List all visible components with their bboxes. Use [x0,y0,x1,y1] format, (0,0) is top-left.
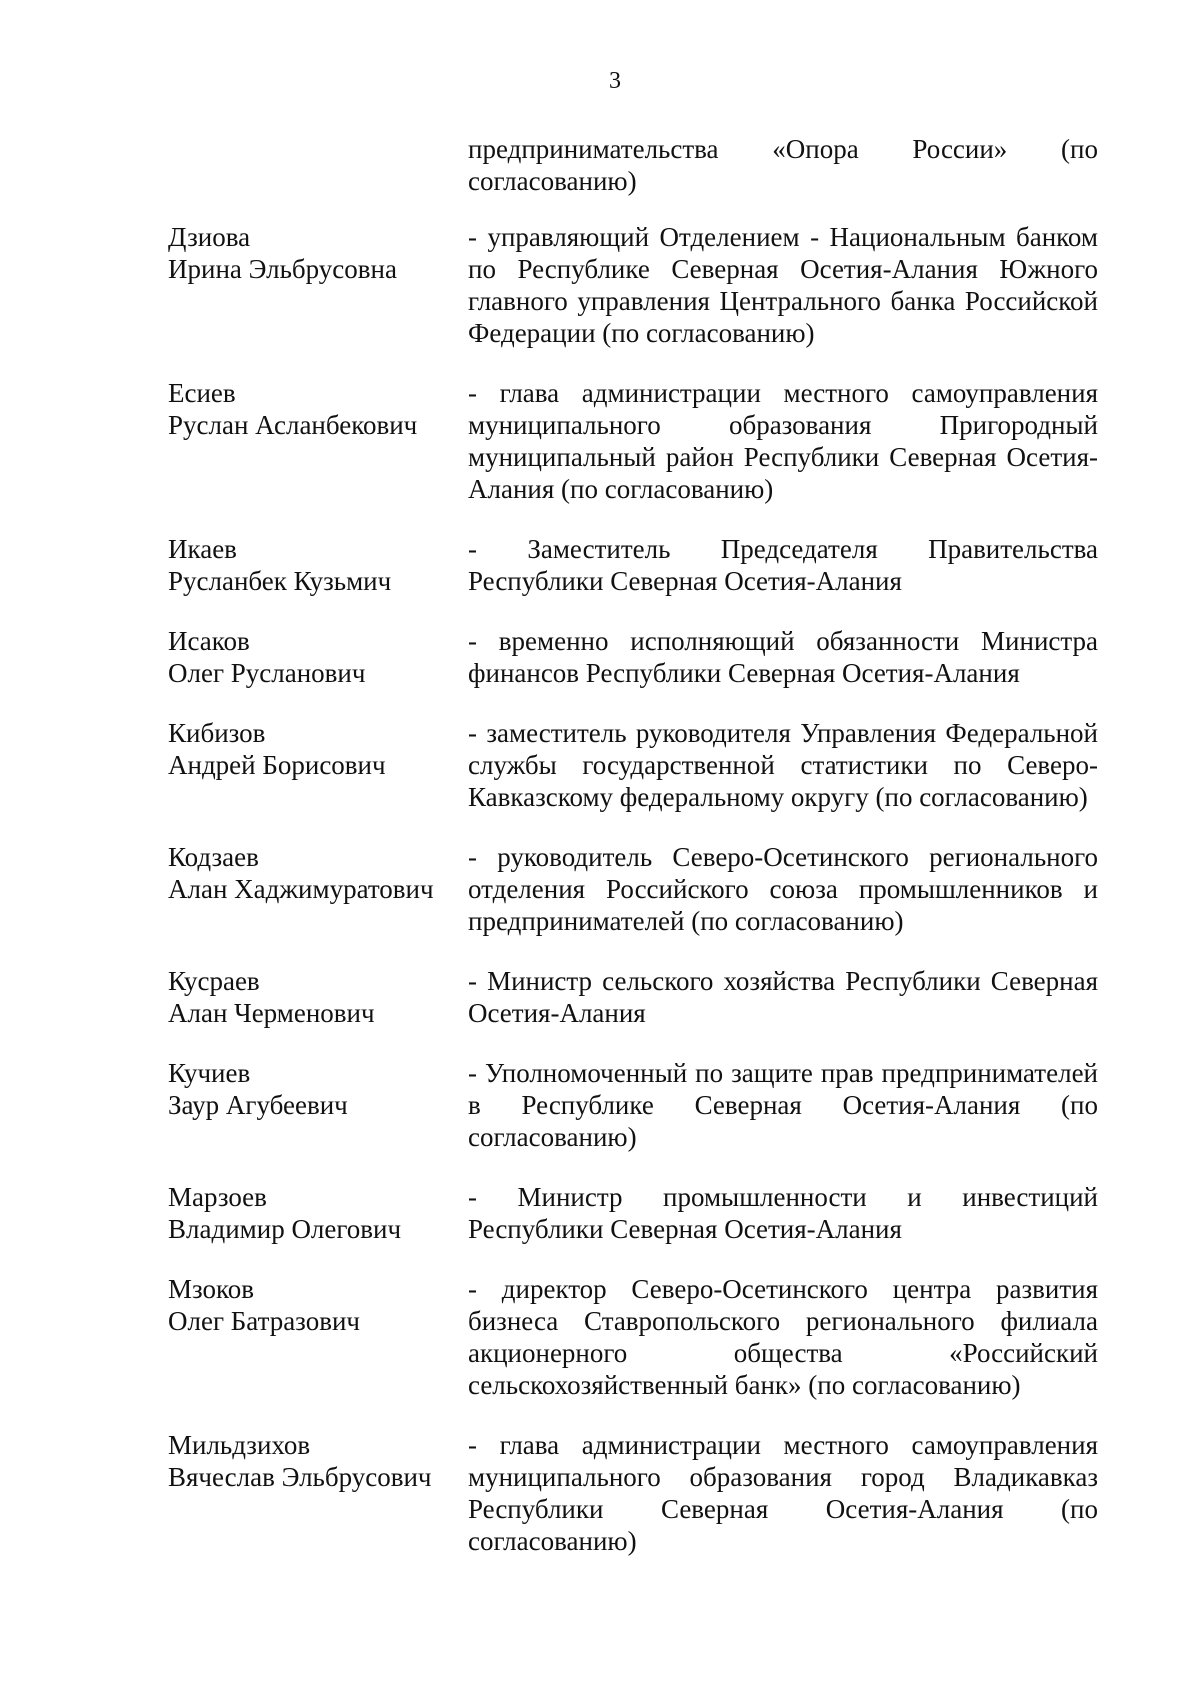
member-surname: Есиев [168,378,236,408]
member-role: - заместитель руководителя Управления Федеральной службы государственной статистики по Северо-Кавказскому федеральному округу (по согласованию) [468,718,1098,812]
member-surname: Мзоков [168,1274,255,1304]
member-given-name: Олег Русланович [168,658,366,688]
member-role: - Министр промышленности и инвестиций Республики Северная Осетия-Алания [468,1182,1098,1244]
list-item [168,625,1100,689]
member-name [168,1273,468,1401]
member-role: - Заместитель Председателя Правительства Республики Северная Осетия-Алания [468,534,1098,596]
member-surname: Кусраев [168,966,260,996]
member-role: - глава администрации местного самоуправления муниципального образования город Владикавказ Республики Северная Осетия-Алания (по согласованию) [468,1430,1098,1556]
member-surname: Кодзаев [168,842,259,872]
member-given-name: Андрей Борисович [168,750,386,780]
list-item [168,965,1100,1029]
member-role: - глава администрации местного самоуправления муниципального образования Пригородный муниципальный район Республики Северная Осетия-Алания (по согласованию) [468,378,1098,504]
list-item [168,1181,1100,1245]
member-given-name: Русланбек Кузьмич [168,566,392,596]
member-given-name: Заур Агубеевич [168,1090,348,1120]
member-given-name: Олег Батразович [168,1306,360,1336]
list-item [168,377,1100,505]
member-surname: Мильдзихов [168,1430,311,1460]
member-role: - управляющий Отделением - Национальным банком по Республике Северная Осетия-Алания Южного главного управления Центрального банка Российской Федерации (по согласованию) [468,222,1098,348]
continuation-text: предпринимательства «Опора России» (по согласованию) [468,134,1098,196]
member-name [168,965,468,1029]
member-given-name: Алан Черменович [168,998,375,1028]
list-item [168,1429,1100,1557]
member-given-name: Алан Хаджимуратович [168,874,434,904]
member-surname: Марзоев [168,1182,267,1212]
member-given-name: Владимир Олегович [168,1214,402,1244]
member-role: - временно исполняющий обязанности Министра финансов Республики Северная Осетия-Алания [468,626,1098,688]
member-role: - Уполномоченный по защите прав предпринимателей в Республике Северная Осетия-Алания (по согласованию) [468,1058,1098,1152]
member-surname: Кибизов [168,718,266,748]
member-name [168,841,468,937]
member-role: - директор Северо-Осетинского центра развития бизнеса Ставропольского регионального филиала акционерного общества «Российский сельскохозяйственный банк» (по согласованию) [468,1274,1098,1400]
member-name [168,1429,468,1557]
member-given-name: Руслан Асланбекович [168,410,418,440]
list-item [168,221,1100,349]
member-surname: Дзиова [168,222,251,252]
member-surname: Исаков [168,626,250,656]
member-name [168,377,468,505]
member-name [168,717,468,813]
list-item [168,1273,1100,1401]
page-number: 3 [609,68,621,94]
member-surname: Икаев [168,534,237,564]
member-name [168,1057,468,1153]
member-name [168,221,468,349]
member-given-name: Ирина Эльбрусовна [168,254,397,284]
member-surname: Кучиев [168,1058,251,1088]
list-item [168,1057,1100,1153]
list-item [168,717,1100,813]
member-name [168,533,468,597]
member-name [168,1181,468,1245]
member-role: - руководитель Северо-Осетинского регионального отделения Российского союза промышленников и предпринимателей (по согласованию) [468,842,1098,936]
list-item [168,533,1100,597]
member-name [168,625,468,689]
member-list [168,221,1100,1585]
list-item [168,841,1100,937]
member-given-name: Вячеслав Эльбрусович [168,1462,432,1492]
member-role: - Министр сельского хозяйства Республики Северная Осетия-Алания [468,966,1098,1028]
